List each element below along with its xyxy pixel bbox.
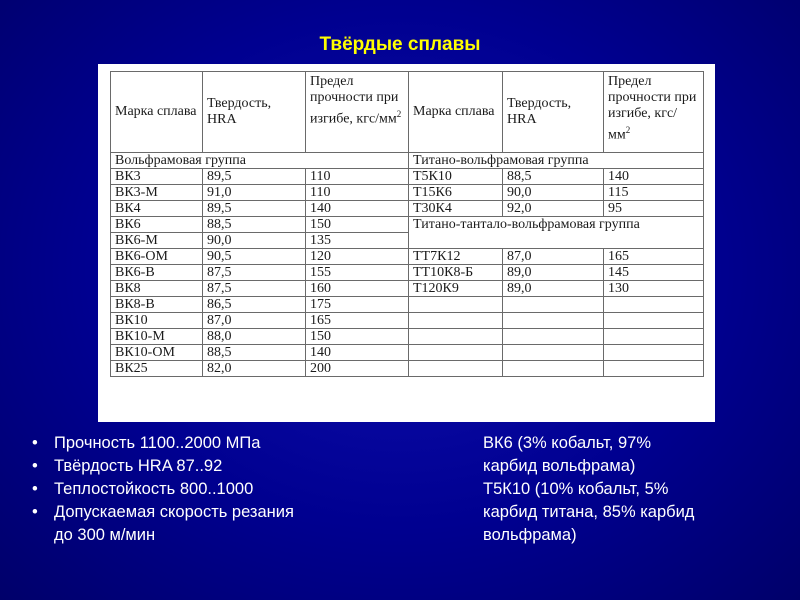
table-cell: 140 <box>604 169 704 185</box>
table-cell: 135 <box>306 233 409 249</box>
group-titanium-tantalum-tungsten: Титано-тантало-вольфрамовая группа <box>409 217 704 249</box>
table-cell: ВК6 <box>111 217 203 233</box>
list-item <box>32 432 432 455</box>
table-cell-empty <box>503 297 604 313</box>
table-cell: 88,5 <box>503 169 604 185</box>
bullet-icon: • <box>32 457 38 475</box>
table-cell: 155 <box>306 265 409 281</box>
table-row <box>111 265 704 281</box>
table-cell: 140 <box>306 201 409 217</box>
table-cell: 145 <box>604 265 704 281</box>
table-cell: Т5К10 <box>409 169 503 185</box>
table-cell-empty <box>604 345 704 361</box>
table-cell: Т30К4 <box>409 201 503 217</box>
property-cutting-speed-cont: до 300 м/мин <box>54 526 156 544</box>
header-grade: Марка сплава <box>409 72 503 153</box>
table-cell: 165 <box>604 249 704 265</box>
table-row <box>111 361 704 377</box>
table-cell: ВК4 <box>111 201 203 217</box>
table-cell: ВК3 <box>111 169 203 185</box>
table-cell-empty <box>409 313 503 329</box>
table-cell: 88,5 <box>203 345 306 361</box>
table-cell: 87,5 <box>203 281 306 297</box>
header-limit-sup: 2 <box>625 125 631 135</box>
table-cell: 87,0 <box>203 313 306 329</box>
list-item <box>32 501 432 547</box>
header-limit-sup: 2 <box>396 109 402 119</box>
header-hardness: Твердость, HRA <box>203 72 306 153</box>
table-cell: ВК25 <box>111 361 203 377</box>
table-cell: 95 <box>604 201 704 217</box>
table-cell-empty <box>604 313 704 329</box>
table-cell-empty <box>604 361 704 377</box>
table-cell: 89,0 <box>503 281 604 297</box>
alloy-table-image <box>98 64 715 422</box>
table-row <box>111 313 704 329</box>
table-cell: ВК10-ОМ <box>111 345 203 361</box>
table-cell-empty <box>503 329 604 345</box>
table-row <box>111 217 704 233</box>
table-cell: 160 <box>306 281 409 297</box>
table-header-row <box>111 72 704 153</box>
table-cell: 140 <box>306 345 409 361</box>
bullet-icon: • <box>32 480 38 498</box>
group-titanium-tungsten: Титано-вольфрамовая группа <box>409 153 704 169</box>
header-grade: Марка сплава <box>111 72 203 153</box>
property-heat-resistance: Теплостойкость 800..1000 <box>54 480 254 498</box>
table-cell-empty <box>503 313 604 329</box>
table-row <box>111 297 704 313</box>
table-cell: 175 <box>306 297 409 313</box>
table-cell-empty <box>503 361 604 377</box>
table-cell: 88,5 <box>203 217 306 233</box>
table-cell-empty <box>604 329 704 345</box>
header-limit-text: Предел прочности при изгибе, кгс/мм <box>608 74 697 143</box>
table-cell-empty <box>604 297 704 313</box>
table-row <box>111 329 704 345</box>
table-cell: 115 <box>604 185 704 201</box>
table-cell: 90,5 <box>203 249 306 265</box>
table-row <box>111 169 704 185</box>
table-cell: 87,5 <box>203 265 306 281</box>
table-cell: ТТ10К8-Б <box>409 265 503 281</box>
composition-line: карбид вольфрама) <box>483 457 636 475</box>
table-cell: 150 <box>306 217 409 233</box>
table-cell-empty <box>409 297 503 313</box>
table-row <box>111 345 704 361</box>
composition-notes <box>483 432 783 547</box>
table-cell: 120 <box>306 249 409 265</box>
table-cell: ВК10-М <box>111 329 203 345</box>
table-cell: 90,0 <box>203 233 306 249</box>
table-cell: ВК6-ОМ <box>111 249 203 265</box>
bullet-icon: • <box>32 434 38 452</box>
table-cell: 82,0 <box>203 361 306 377</box>
table-row <box>111 201 704 217</box>
table-cell: ВК3-М <box>111 185 203 201</box>
table-cell: ВК8-В <box>111 297 203 313</box>
table-row <box>111 249 704 265</box>
table-cell: 165 <box>306 313 409 329</box>
table-cell-empty <box>409 361 503 377</box>
table-cell: 89,5 <box>203 201 306 217</box>
table-cell-empty <box>409 329 503 345</box>
group-tungsten: Вольфрамовая группа <box>111 153 409 169</box>
composition-line: ВК6 (3% кобальт, 97% <box>483 434 651 452</box>
table-cell: 89,0 <box>503 265 604 281</box>
table-cell: 87,0 <box>503 249 604 265</box>
property-cutting-speed: Допускаемая скорость резания <box>54 503 294 521</box>
table-cell: ВК6-М <box>111 233 203 249</box>
table-cell: 92,0 <box>503 201 604 217</box>
table-cell: 91,0 <box>203 185 306 201</box>
header-limit-text: Предел прочности при изгибе, кгс/мм <box>310 74 399 127</box>
slide-title: Твёрдые сплавы <box>319 34 481 55</box>
composition-line: Т5К10 (10% кобальт, 5% <box>483 480 669 498</box>
table-row <box>111 281 704 297</box>
table-cell: 86,5 <box>203 297 306 313</box>
table-cell: Т120К9 <box>409 281 503 297</box>
list-item <box>32 455 432 478</box>
table-cell: 110 <box>306 169 409 185</box>
bullet-icon: • <box>32 503 38 521</box>
composition-line: вольфрама) <box>483 526 577 544</box>
list-item <box>32 478 432 501</box>
table-cell: Т15К6 <box>409 185 503 201</box>
table-cell-empty <box>503 345 604 361</box>
table-cell-empty <box>409 345 503 361</box>
header-limit <box>306 72 409 153</box>
table-cell: ВК8 <box>111 281 203 297</box>
table-cell: ВК6-В <box>111 265 203 281</box>
property-strength: Прочность 1100..2000 МПа <box>54 434 261 452</box>
table-row <box>111 185 704 201</box>
header-limit <box>604 72 704 153</box>
table-cell: 110 <box>306 185 409 201</box>
table-cell: ВК10 <box>111 313 203 329</box>
alloy-table <box>110 71 704 377</box>
property-hardness: Твёрдость HRA 87..92 <box>54 457 223 475</box>
table-cell: 88,0 <box>203 329 306 345</box>
table-cell: 130 <box>604 281 704 297</box>
table-cell: 90,0 <box>503 185 604 201</box>
table-cell: 200 <box>306 361 409 377</box>
table-group-row <box>111 153 704 169</box>
table-cell: ТТ7К12 <box>409 249 503 265</box>
properties-list <box>32 432 432 547</box>
composition-line: карбид титана, 85% карбид <box>483 503 695 521</box>
table-cell: 89,5 <box>203 169 306 185</box>
header-hardness: Твердость, HRA <box>503 72 604 153</box>
table-cell: 150 <box>306 329 409 345</box>
